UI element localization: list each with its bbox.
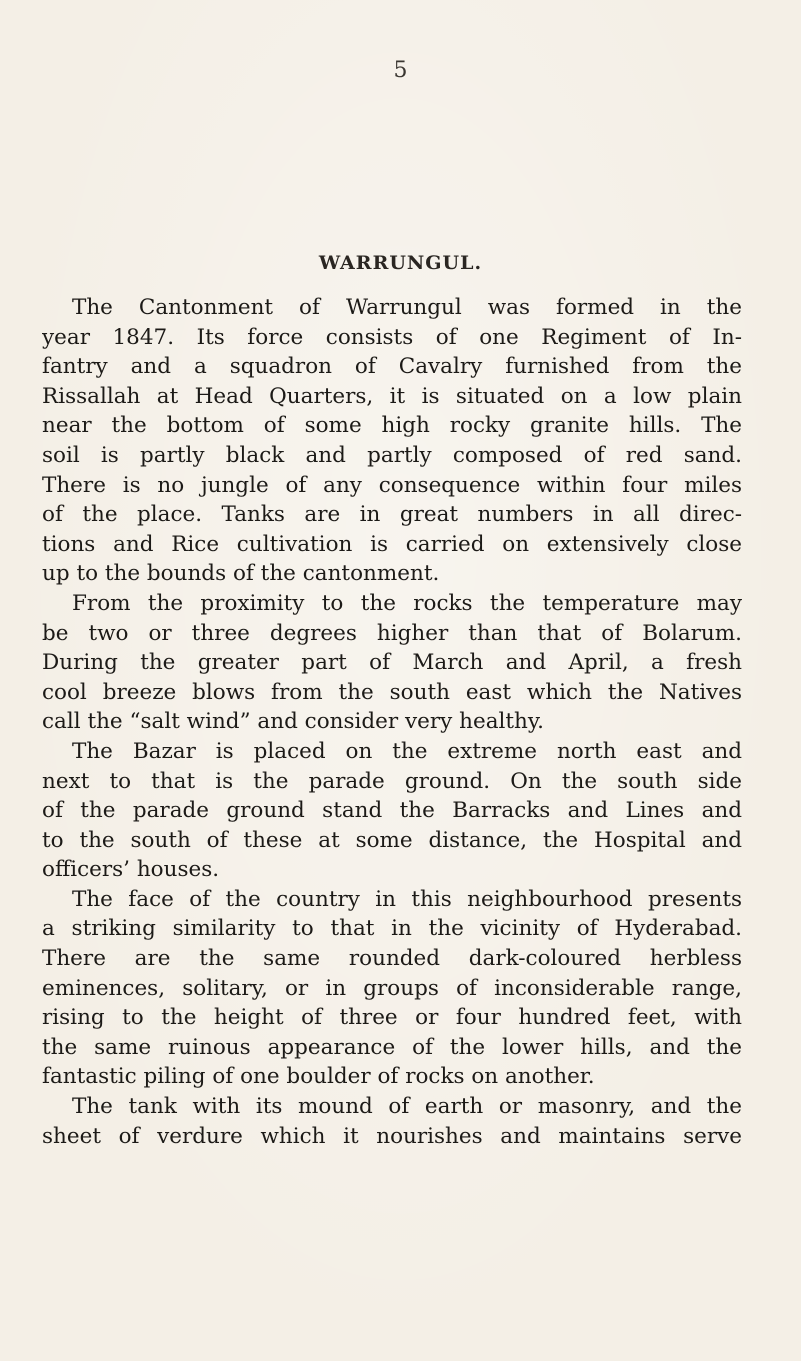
text-line: The Bazar is placed on the extreme north east and [72,738,742,764]
text-line: a striking similarity to that in the vicinity of Hyderabad. [42,916,742,942]
text-line: near the bottom of some high rocky granite hills. The [42,413,742,439]
text-line: call the “salt wind” and consider very healthy. [42,709,545,735]
text-line: The Cantonment of Warrungul was formed in the [72,295,742,320]
text-line: soil is partly black and partly composed of red sand. [42,442,742,468]
text-line: the same ruinous appearance of the lower hills, and the [42,1034,742,1060]
text-line: During the greater part of March and April, a fresh [42,650,742,676]
text-line: next to that is the parade ground. On the south side [42,768,742,794]
text-line: sheet of verdure which it nourishes and maintains serve [42,1123,742,1149]
body-text [42,293,742,1151]
text-line: of the parade ground stand the Barracks and Lines and [42,798,742,824]
text-line: The face of the country in this neighbourhood presents [72,886,742,912]
text-line: tions and Rice cultivation is carried on extensively close [42,531,742,557]
text-line: of the place. Tanks are in great numbers in all direc- [42,502,742,528]
text-line: to the south of these at some distance, the Hospital and [42,827,742,853]
text-line: eminences, solitary, or in groups of inconsiderable range, [42,975,742,1001]
text-line: The tank with its mound of earth or masonry, and the [72,1094,742,1120]
text-line: cool breeze blows from the south east which the Natives [42,679,742,705]
text-line: There are the same rounded dark-coloured herbless [42,946,742,972]
text-line: be two or three degrees higher than that of Bolarum. [42,620,742,646]
page-number: 5 [393,58,408,83]
text-line: From the proximity to the rocks the temperature may [72,590,742,616]
text-line: up to the bounds of the cantonment. [42,561,440,587]
text-line: fantry and a squadron of Cavalry furnished from the [42,354,742,380]
text-line: There is no jungle of any consequence within four miles [42,472,742,498]
text-line: year 1847. Its force consists of one Regiment of In- [42,324,742,350]
text-line: rising to the height of three or four hundred feet, with [42,1005,742,1031]
text-line: officers’ houses. [42,857,220,883]
text-line: fantastic piling of one boulder of rocks on another. [42,1064,595,1090]
text-line: Rissallah at Head Quarters, it is situated on a low plain [42,383,742,409]
section-heading: WARRUNGUL. [318,252,483,274]
